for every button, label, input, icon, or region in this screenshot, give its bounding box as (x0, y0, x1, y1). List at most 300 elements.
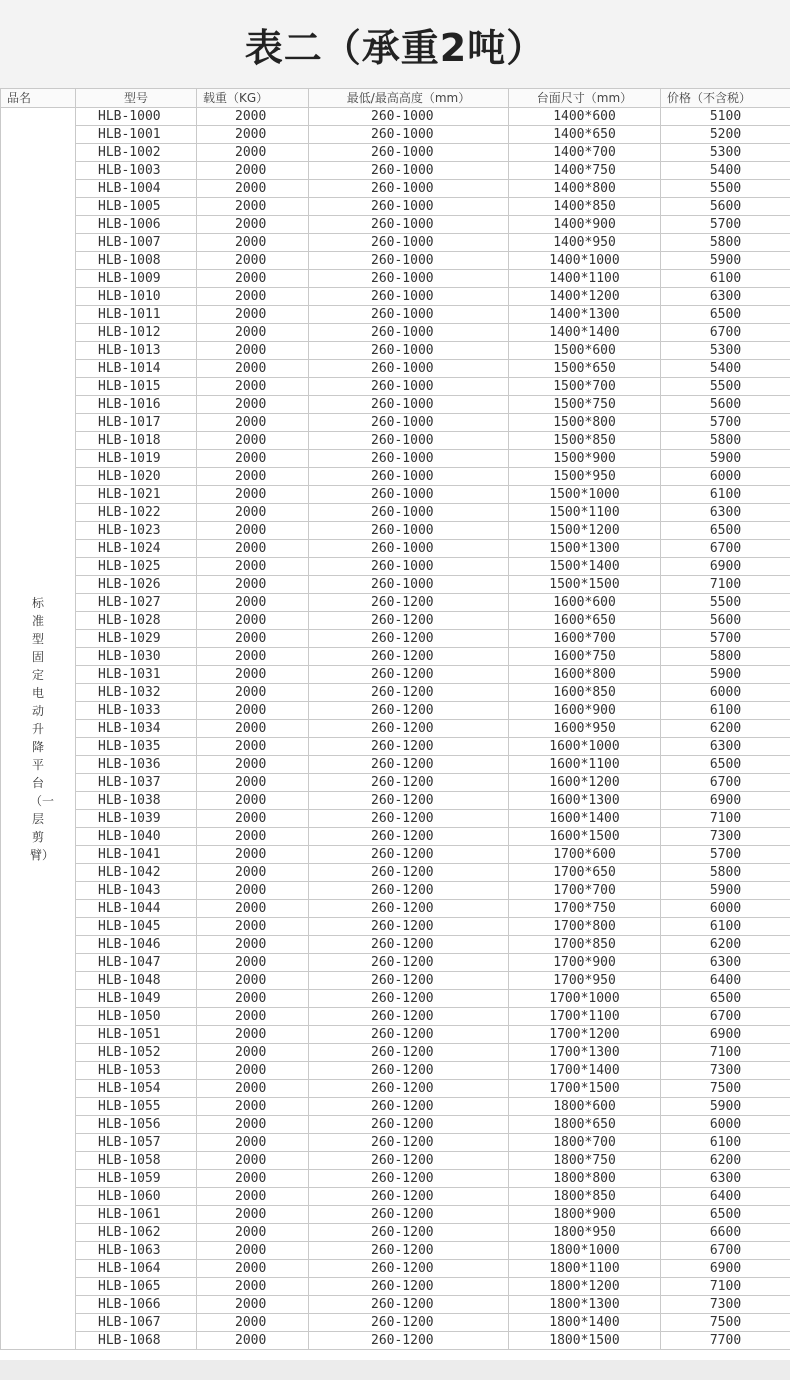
cell-price: 6300 (661, 954, 790, 972)
cell-load: 2000 (197, 1080, 309, 1098)
cell-load: 2000 (197, 504, 309, 522)
cell-height: 260-1000 (309, 162, 509, 180)
cell-price: 7300 (661, 1296, 790, 1314)
cell-load: 2000 (197, 432, 309, 450)
cell-model: HLB-1023 (76, 522, 197, 540)
cell-model: HLB-1064 (76, 1260, 197, 1278)
cell-price: 5900 (661, 450, 790, 468)
cell-size: 1500*750 (509, 396, 661, 414)
cell-size: 1700*750 (509, 900, 661, 918)
header-load: 载重（KG） (197, 89, 309, 108)
cell-height: 260-1000 (309, 396, 509, 414)
cell-size: 1600*850 (509, 684, 661, 702)
cell-size: 1600*600 (509, 594, 661, 612)
cell-model: HLB-1018 (76, 432, 197, 450)
cell-load: 2000 (197, 252, 309, 270)
price-table (0, 88, 790, 1350)
cell-height: 260-1200 (309, 972, 509, 990)
cell-height: 260-1000 (309, 342, 509, 360)
table-row (1, 756, 790, 774)
table-row (1, 900, 790, 918)
cell-size: 1800*850 (509, 1188, 661, 1206)
cell-price: 6700 (661, 1242, 790, 1260)
cell-price: 6900 (661, 1026, 790, 1044)
cell-height: 260-1000 (309, 180, 509, 198)
cell-model: HLB-1034 (76, 720, 197, 738)
cell-price: 6700 (661, 1008, 790, 1026)
table-row (1, 792, 790, 810)
table-row (1, 252, 790, 270)
cell-size: 1400*700 (509, 144, 661, 162)
table-row (1, 468, 790, 486)
table-row (1, 378, 790, 396)
table-row (1, 1260, 790, 1278)
cell-load: 2000 (197, 198, 309, 216)
cell-height: 260-1200 (309, 1242, 509, 1260)
cell-model: HLB-1007 (76, 234, 197, 252)
cell-size: 1800*750 (509, 1152, 661, 1170)
cell-price: 6900 (661, 558, 790, 576)
cell-height: 260-1200 (309, 612, 509, 630)
cell-height: 260-1200 (309, 666, 509, 684)
cell-size: 1800*700 (509, 1134, 661, 1152)
cell-size: 1500*1300 (509, 540, 661, 558)
cell-height: 260-1200 (309, 1152, 509, 1170)
table-row (1, 1170, 790, 1188)
cell-height: 260-1000 (309, 558, 509, 576)
cell-height: 260-1200 (309, 684, 509, 702)
cell-size: 1700*800 (509, 918, 661, 936)
cell-height: 260-1200 (309, 1278, 509, 1296)
cell-model: HLB-1021 (76, 486, 197, 504)
cell-load: 2000 (197, 1260, 309, 1278)
cell-size: 1400*1000 (509, 252, 661, 270)
cell-model: HLB-1015 (76, 378, 197, 396)
cell-model: HLB-1003 (76, 162, 197, 180)
cell-model: HLB-1009 (76, 270, 197, 288)
cell-size: 1800*950 (509, 1224, 661, 1242)
cell-load: 2000 (197, 900, 309, 918)
cell-size: 1800*1100 (509, 1260, 661, 1278)
cell-size: 1700*1200 (509, 1026, 661, 1044)
cell-height: 260-1200 (309, 774, 509, 792)
cell-model: HLB-1001 (76, 126, 197, 144)
cell-height: 260-1000 (309, 252, 509, 270)
cell-price: 7300 (661, 1062, 790, 1080)
cell-load: 2000 (197, 180, 309, 198)
cell-load: 2000 (197, 594, 309, 612)
cell-price: 5400 (661, 162, 790, 180)
cell-price: 5600 (661, 198, 790, 216)
cell-height: 260-1000 (309, 288, 509, 306)
cell-size: 1600*950 (509, 720, 661, 738)
cell-size: 1800*1500 (509, 1332, 661, 1350)
cell-model: HLB-1012 (76, 324, 197, 342)
table-row (1, 972, 790, 990)
cell-load: 2000 (197, 990, 309, 1008)
cell-load: 2000 (197, 1206, 309, 1224)
cell-height: 260-1200 (309, 846, 509, 864)
table-row (1, 306, 790, 324)
cell-height: 260-1200 (309, 990, 509, 1008)
cell-load: 2000 (197, 972, 309, 990)
cell-price: 6000 (661, 468, 790, 486)
cell-size: 1600*800 (509, 666, 661, 684)
table-row (1, 630, 790, 648)
cell-model: HLB-1054 (76, 1080, 197, 1098)
cell-price: 6600 (661, 1224, 790, 1242)
table-row (1, 234, 790, 252)
cell-price: 6500 (661, 990, 790, 1008)
cell-size: 1600*1300 (509, 792, 661, 810)
cell-load: 2000 (197, 612, 309, 630)
cell-model: HLB-1041 (76, 846, 197, 864)
cell-height: 260-1200 (309, 864, 509, 882)
page-title: 表二（承重2吨） (244, 25, 546, 70)
cell-load: 2000 (197, 396, 309, 414)
cell-size: 1500*950 (509, 468, 661, 486)
cell-load: 2000 (197, 846, 309, 864)
table-row (1, 144, 790, 162)
cell-model: HLB-1061 (76, 1206, 197, 1224)
cell-price: 6300 (661, 738, 790, 756)
cell-size: 1400*800 (509, 180, 661, 198)
cell-load: 2000 (197, 936, 309, 954)
table-row (1, 162, 790, 180)
table-row (1, 396, 790, 414)
cell-price: 6000 (661, 684, 790, 702)
cell-height: 260-1000 (309, 432, 509, 450)
cell-price: 6300 (661, 1170, 790, 1188)
cell-size: 1800*900 (509, 1206, 661, 1224)
cell-load: 2000 (197, 1152, 309, 1170)
cell-size: 1400*1400 (509, 324, 661, 342)
table-row (1, 1098, 790, 1116)
cell-size: 1600*900 (509, 702, 661, 720)
cell-size: 1600*1100 (509, 756, 661, 774)
cell-model: HLB-1013 (76, 342, 197, 360)
cell-price: 6000 (661, 900, 790, 918)
cell-model: HLB-1029 (76, 630, 197, 648)
table-row (1, 198, 790, 216)
table-row (1, 126, 790, 144)
table-row (1, 108, 790, 126)
cell-price: 6100 (661, 1134, 790, 1152)
table-row (1, 990, 790, 1008)
cell-size: 1700*1000 (509, 990, 661, 1008)
cell-price: 6400 (661, 1188, 790, 1206)
cell-size: 1600*750 (509, 648, 661, 666)
cell-load: 2000 (197, 1134, 309, 1152)
cell-height: 260-1000 (309, 234, 509, 252)
cell-height: 260-1200 (309, 594, 509, 612)
cell-height: 260-1200 (309, 828, 509, 846)
cell-load: 2000 (197, 576, 309, 594)
table-row (1, 1296, 790, 1314)
cell-load: 2000 (197, 234, 309, 252)
cell-size: 1800*1000 (509, 1242, 661, 1260)
cell-load: 2000 (197, 1044, 309, 1062)
cell-size: 1800*800 (509, 1170, 661, 1188)
cell-size: 1800*1200 (509, 1278, 661, 1296)
cell-model: HLB-1019 (76, 450, 197, 468)
cell-size: 1700*700 (509, 882, 661, 900)
cell-size: 1400*1300 (509, 306, 661, 324)
cell-price: 6300 (661, 504, 790, 522)
cell-load: 2000 (197, 1026, 309, 1044)
cell-price: 5900 (661, 666, 790, 684)
cell-height: 260-1200 (309, 1206, 509, 1224)
cell-load: 2000 (197, 288, 309, 306)
cell-load: 2000 (197, 684, 309, 702)
cell-size: 1500*650 (509, 360, 661, 378)
cell-price: 5300 (661, 342, 790, 360)
cell-model: HLB-1011 (76, 306, 197, 324)
cell-height: 260-1200 (309, 1314, 509, 1332)
table-row (1, 1134, 790, 1152)
cell-model: HLB-1040 (76, 828, 197, 846)
cell-height: 260-1200 (309, 1080, 509, 1098)
cell-price: 5300 (661, 144, 790, 162)
cell-price: 5700 (661, 846, 790, 864)
cell-price: 6700 (661, 774, 790, 792)
cell-height: 260-1200 (309, 738, 509, 756)
cell-load: 2000 (197, 1314, 309, 1332)
table-row (1, 1206, 790, 1224)
product-name: 标准型固定电动升降平台（一层剪臂） (30, 595, 55, 862)
table-row (1, 1062, 790, 1080)
cell-price: 5100 (661, 108, 790, 126)
cell-height: 260-1000 (309, 198, 509, 216)
cell-price: 6100 (661, 702, 790, 720)
cell-load: 2000 (197, 270, 309, 288)
cell-height: 260-1000 (309, 144, 509, 162)
cell-price: 6500 (661, 1206, 790, 1224)
cell-price: 5200 (661, 126, 790, 144)
table-row (1, 486, 790, 504)
table-row (1, 432, 790, 450)
cell-price: 5800 (661, 648, 790, 666)
cell-model: HLB-1044 (76, 900, 197, 918)
cell-size: 1700*600 (509, 846, 661, 864)
cell-load: 2000 (197, 864, 309, 882)
cell-load: 2000 (197, 540, 309, 558)
table-row (1, 702, 790, 720)
table-row (1, 450, 790, 468)
cell-height: 260-1000 (309, 414, 509, 432)
cell-price: 5600 (661, 612, 790, 630)
cell-model: HLB-1017 (76, 414, 197, 432)
table-row (1, 612, 790, 630)
cell-model: HLB-1038 (76, 792, 197, 810)
cell-model: HLB-1033 (76, 702, 197, 720)
cell-model: HLB-1005 (76, 198, 197, 216)
cell-height: 260-1000 (309, 468, 509, 486)
header-size: 台面尺寸（mm） (509, 89, 661, 108)
table-row (1, 576, 790, 594)
table-row (1, 1314, 790, 1332)
cell-size: 1500*900 (509, 450, 661, 468)
cell-price: 7100 (661, 810, 790, 828)
cell-height: 260-1000 (309, 540, 509, 558)
table-row (1, 936, 790, 954)
cell-load: 2000 (197, 792, 309, 810)
cell-model: HLB-1006 (76, 216, 197, 234)
cell-load: 2000 (197, 306, 309, 324)
cell-price: 6700 (661, 324, 790, 342)
cell-model: HLB-1031 (76, 666, 197, 684)
cell-load: 2000 (197, 756, 309, 774)
cell-model: HLB-1066 (76, 1296, 197, 1314)
cell-price: 5500 (661, 180, 790, 198)
cell-size: 1800*1400 (509, 1314, 661, 1332)
cell-model: HLB-1035 (76, 738, 197, 756)
cell-load: 2000 (197, 810, 309, 828)
cell-height: 260-1200 (309, 1296, 509, 1314)
table-row (1, 1224, 790, 1242)
table-row (1, 1044, 790, 1062)
cell-height: 260-1000 (309, 324, 509, 342)
table-row (1, 1008, 790, 1026)
cell-load: 2000 (197, 1188, 309, 1206)
cell-load: 2000 (197, 1170, 309, 1188)
cell-model: HLB-1037 (76, 774, 197, 792)
cell-price: 6100 (661, 918, 790, 936)
cell-load: 2000 (197, 666, 309, 684)
table-row (1, 504, 790, 522)
cell-load: 2000 (197, 702, 309, 720)
cell-height: 260-1200 (309, 1044, 509, 1062)
cell-price: 5700 (661, 630, 790, 648)
table-row (1, 324, 790, 342)
cell-size: 1700*1100 (509, 1008, 661, 1026)
cell-model: HLB-1002 (76, 144, 197, 162)
cell-price: 7500 (661, 1080, 790, 1098)
cell-load: 2000 (197, 414, 309, 432)
cell-height: 260-1200 (309, 1332, 509, 1350)
cell-size: 1800*1300 (509, 1296, 661, 1314)
cell-load: 2000 (197, 468, 309, 486)
cell-size: 1500*850 (509, 432, 661, 450)
cell-size: 1700*1400 (509, 1062, 661, 1080)
cell-model: HLB-1016 (76, 396, 197, 414)
cell-size: 1700*850 (509, 936, 661, 954)
header-price: 价格（不含税） (661, 89, 790, 108)
cell-model: HLB-1026 (76, 576, 197, 594)
cell-model: HLB-1058 (76, 1152, 197, 1170)
table-row (1, 810, 790, 828)
cell-size: 1600*650 (509, 612, 661, 630)
header-model: 型号 (76, 89, 197, 108)
cell-load: 2000 (197, 1224, 309, 1242)
cell-height: 260-1200 (309, 630, 509, 648)
cell-price: 6400 (661, 972, 790, 990)
table-row (1, 738, 790, 756)
cell-load: 2000 (197, 216, 309, 234)
cell-height: 260-1200 (309, 720, 509, 738)
cell-model: HLB-1067 (76, 1314, 197, 1332)
cell-model: HLB-1036 (76, 756, 197, 774)
table-row (1, 342, 790, 360)
cell-size: 1500*800 (509, 414, 661, 432)
cell-size: 1600*700 (509, 630, 661, 648)
header-row (1, 89, 790, 108)
cell-model: HLB-1020 (76, 468, 197, 486)
cell-model: HLB-1043 (76, 882, 197, 900)
table-row (1, 1188, 790, 1206)
cell-price: 5700 (661, 414, 790, 432)
cell-load: 2000 (197, 1296, 309, 1314)
cell-size: 1500*1100 (509, 504, 661, 522)
cell-load: 2000 (197, 1278, 309, 1296)
cell-price: 6100 (661, 270, 790, 288)
cell-price: 7100 (661, 1278, 790, 1296)
cell-load: 2000 (197, 954, 309, 972)
table-row (1, 774, 790, 792)
cell-size: 1800*650 (509, 1116, 661, 1134)
cell-height: 260-1200 (309, 1134, 509, 1152)
cell-load: 2000 (197, 1332, 309, 1350)
table-row (1, 1332, 790, 1350)
cell-size: 1500*1500 (509, 576, 661, 594)
cell-height: 260-1200 (309, 882, 509, 900)
cell-price: 5500 (661, 594, 790, 612)
cell-price: 7700 (661, 1332, 790, 1350)
table-row (1, 558, 790, 576)
table-row (1, 1026, 790, 1044)
cell-price: 7500 (661, 1314, 790, 1332)
cell-load: 2000 (197, 882, 309, 900)
header-name: 品名 (1, 89, 76, 108)
price-table-sheet (0, 88, 790, 1360)
cell-height: 260-1000 (309, 378, 509, 396)
cell-height: 260-1000 (309, 126, 509, 144)
cell-load: 2000 (197, 648, 309, 666)
cell-price: 5800 (661, 234, 790, 252)
cell-height: 260-1000 (309, 306, 509, 324)
cell-model: HLB-1032 (76, 684, 197, 702)
cell-load: 2000 (197, 1098, 309, 1116)
cell-size: 1500*600 (509, 342, 661, 360)
cell-size: 1400*600 (509, 108, 661, 126)
table-row (1, 288, 790, 306)
cell-load: 2000 (197, 1008, 309, 1026)
cell-model: HLB-1008 (76, 252, 197, 270)
cell-price: 7100 (661, 1044, 790, 1062)
cell-model: HLB-1051 (76, 1026, 197, 1044)
cell-model: HLB-1053 (76, 1062, 197, 1080)
cell-height: 260-1200 (309, 756, 509, 774)
cell-price: 5800 (661, 432, 790, 450)
cell-model: HLB-1057 (76, 1134, 197, 1152)
cell-height: 260-1000 (309, 504, 509, 522)
cell-load: 2000 (197, 774, 309, 792)
cell-price: 6700 (661, 540, 790, 558)
cell-height: 260-1200 (309, 1026, 509, 1044)
cell-size: 1600*1400 (509, 810, 661, 828)
cell-load: 2000 (197, 918, 309, 936)
cell-height: 260-1200 (309, 792, 509, 810)
cell-height: 260-1200 (309, 954, 509, 972)
cell-size: 1500*1400 (509, 558, 661, 576)
cell-height: 260-1200 (309, 1188, 509, 1206)
cell-height: 260-1200 (309, 1008, 509, 1026)
cell-model: HLB-1056 (76, 1116, 197, 1134)
cell-model: HLB-1004 (76, 180, 197, 198)
cell-price: 6900 (661, 792, 790, 810)
cell-load: 2000 (197, 522, 309, 540)
cell-height: 260-1000 (309, 216, 509, 234)
